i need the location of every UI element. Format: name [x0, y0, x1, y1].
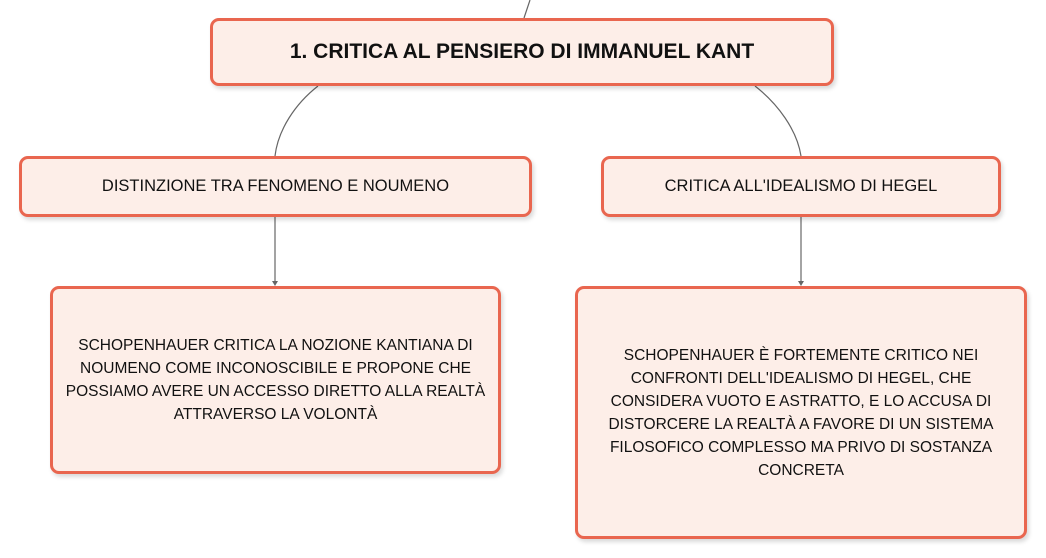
connector-root-to-right-branch — [755, 86, 801, 156]
detail-text-fenomeno-noumeno: SCHOPENHAUER CRITICA LA NOZIONE KANTIANA DI NOUMENO COME INCONOSCIBILE E PROPONE CHE POSSIAMO AVERE UN ACCESSO DIRETTO ALLA REALTÀ ATTRAVERSO LA VOLONTÀ — [65, 337, 486, 423]
connector-from-parent — [524, 0, 530, 18]
detail-node-fenomeno-noumeno[interactable] — [50, 286, 501, 474]
subtopic-label-idealismo-hegel: CRITICA ALL'IDEALISMO DI HEGEL — [664, 177, 938, 195]
subtopic-node-fenomeno-noumeno[interactable] — [19, 156, 532, 217]
connector-root-to-left-branch — [275, 86, 318, 156]
root-topic-node[interactable] — [210, 18, 834, 86]
subtopic-node-idealismo-hegel[interactable] — [601, 156, 1001, 217]
subtopic-label-fenomeno-noumeno: DISTINZIONE TRA FENOMENO E NOUMENO — [101, 177, 450, 195]
detail-text-idealismo-hegel: SCHOPENHAUER È FORTEMENTE CRITICO NEI CONFRONTI DELL'IDEALISMO DI HEGEL, CHE CONSIDERA VUOTO E ASTRATTO, E LO ACCUSA DI DISTORCERE LA REALTÀ A FAVORE DI UN SISTEMA FILOSOFICO COMPLESSO MA PRIVO DI SOSTANZA CONCRETA — [608, 346, 994, 479]
detail-node-idealismo-hegel[interactable] — [575, 286, 1027, 539]
root-topic-label: 1. CRITICA AL PENSIERO DI IMMANUEL KANT — [289, 40, 755, 63]
